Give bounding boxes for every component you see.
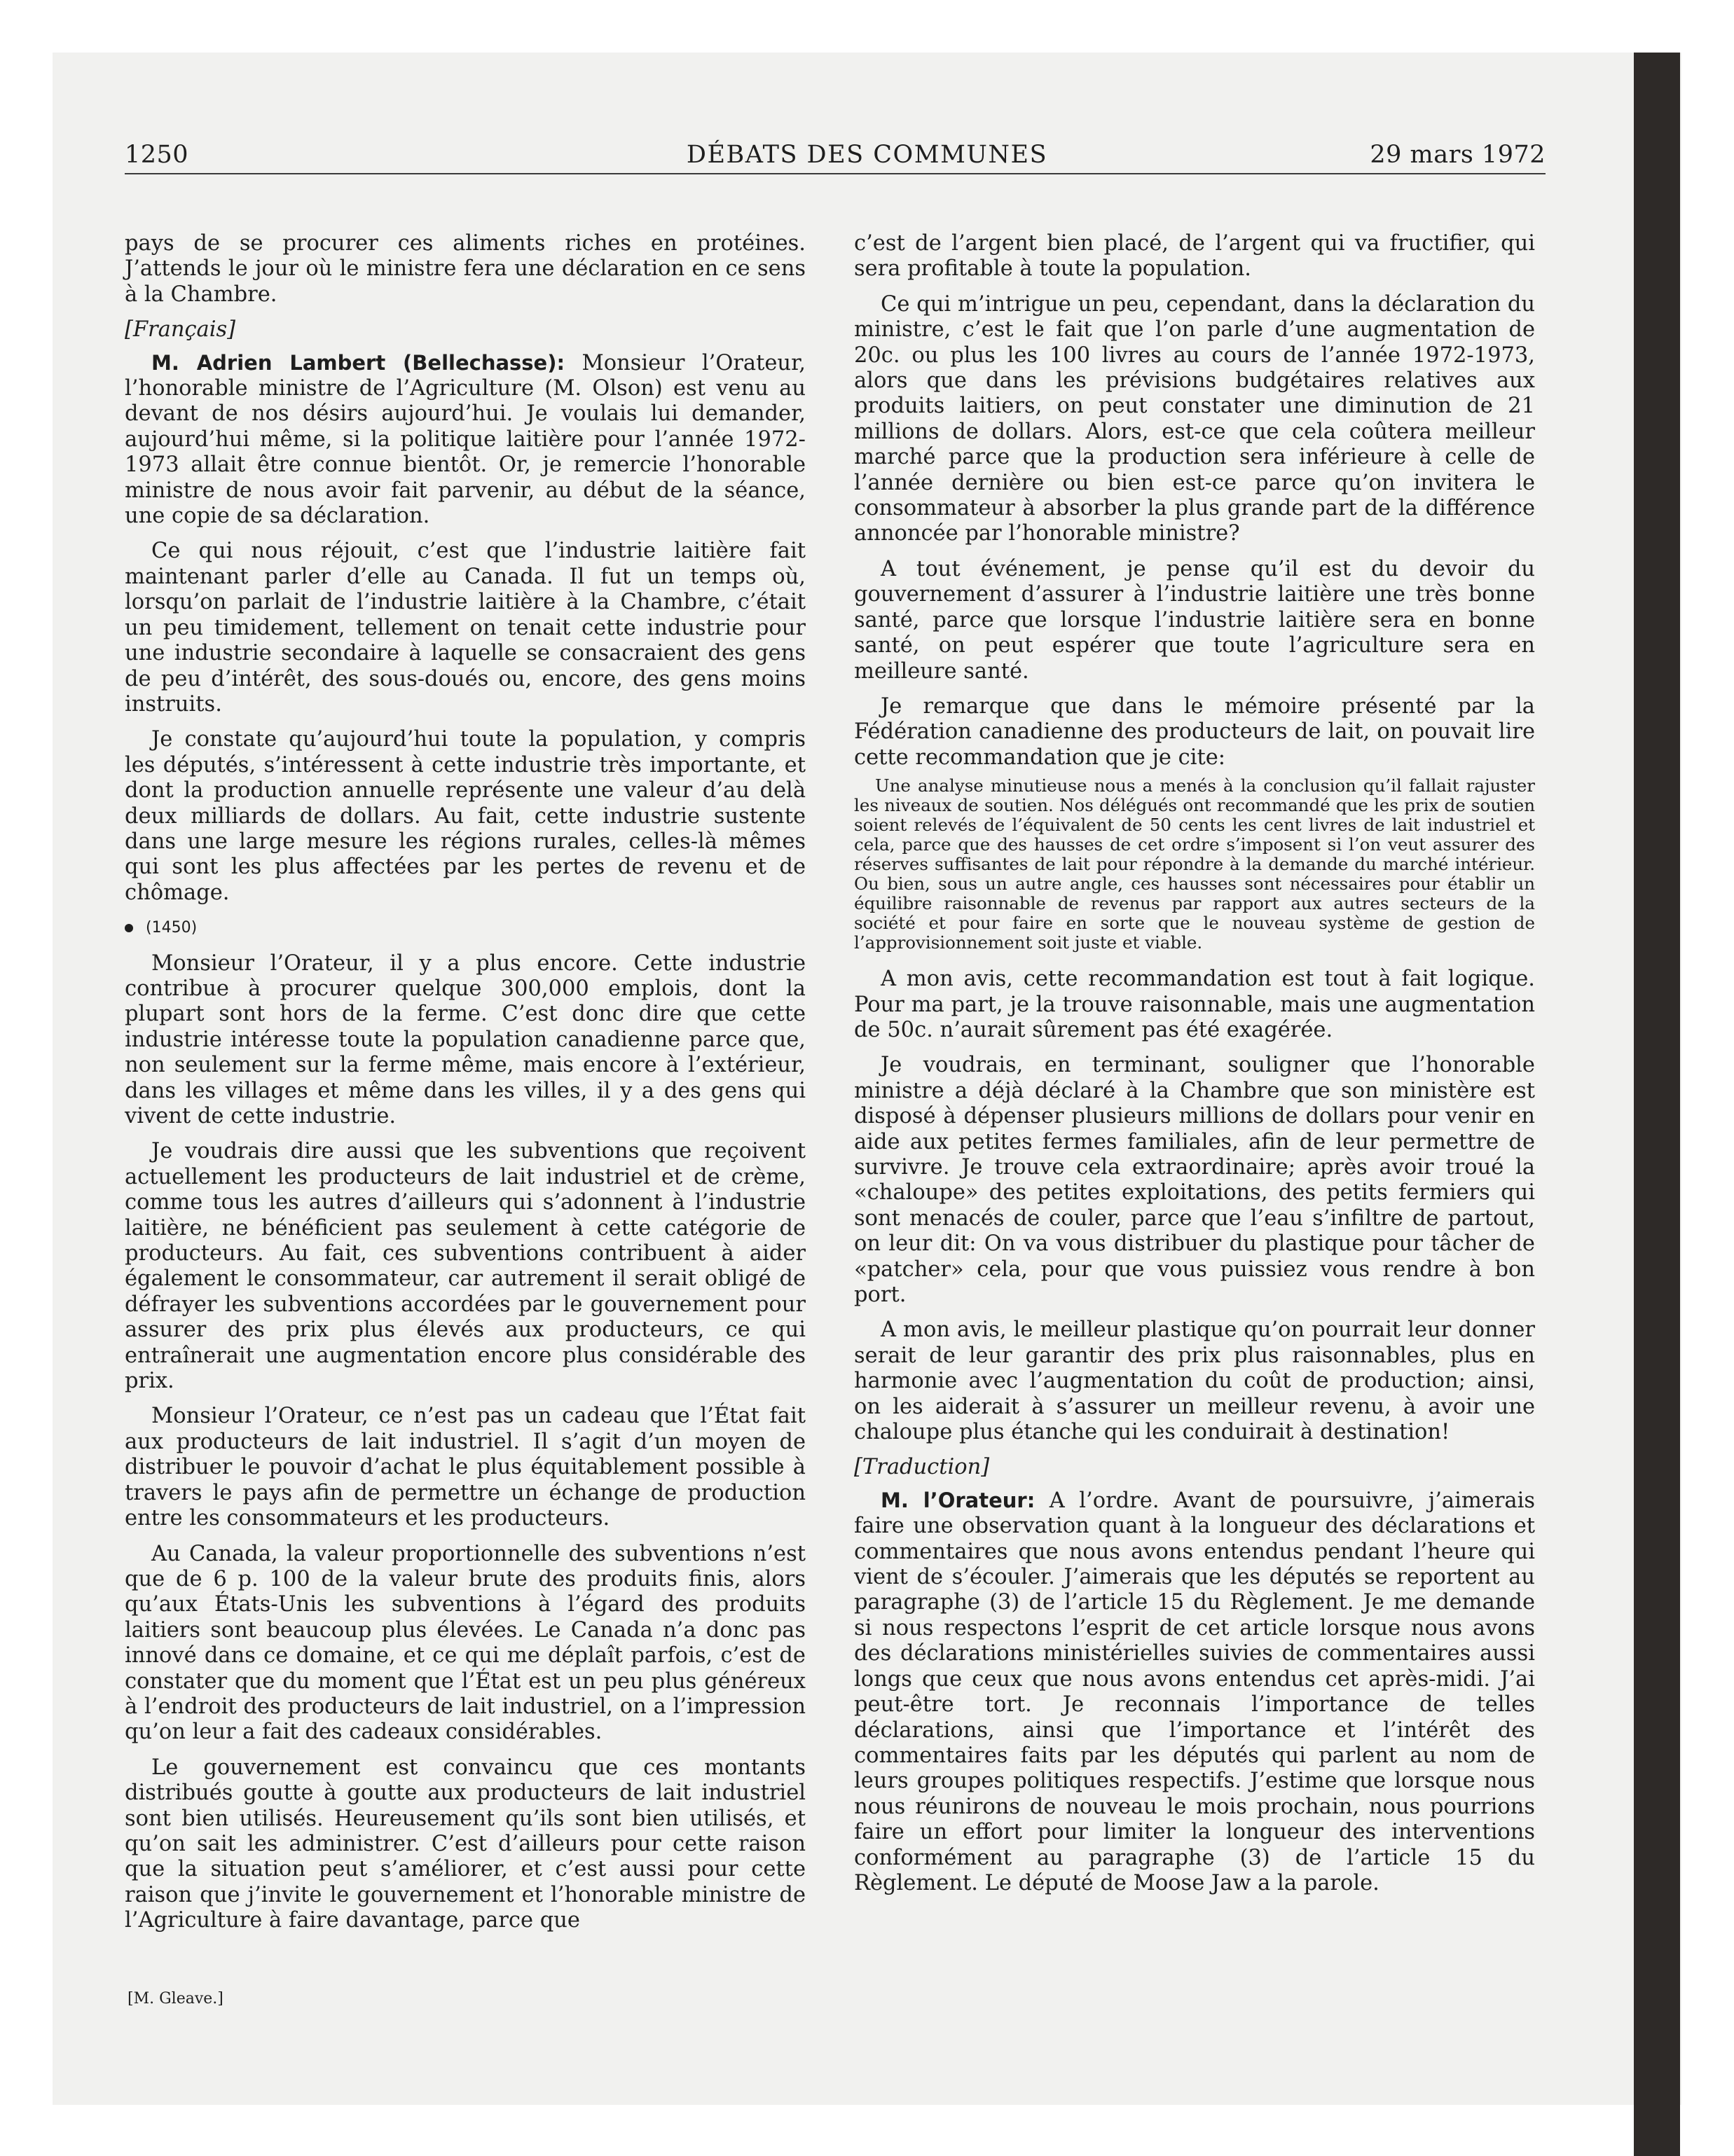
- speaker-name: M. l’Orateur:: [881, 1488, 1035, 1512]
- left-column: [125, 231, 806, 1944]
- paragraph: A tout événement, je pense qu’il est du devoir du gouvernement d’assurer à l’industrie laitière une très bonne santé, parce que lorsque l’industrie laitière sera en bonne santé, on peut espérer que toute l’agriculture sera en meilleure santé.: [854, 556, 1535, 684]
- paragraph: c’est de l’argent bien placé, de l’argent qui va fructifier, qui sera profitable à toute la population.: [854, 231, 1535, 282]
- speech-text: Monsieur l’Orateur, l’honorable ministre de l’Agriculture (M. Olson) est venu au devant de nos désirs aujourd’hui. Je voulais lui demander, aujourd’hui même, si la politique laitière pour l’année 1972-1973 allait être connue bientôt. Or, je remercie l’honorable ministre de nous avoir fait parvenir, au début de la séance, une copie de sa déclaration.: [125, 350, 806, 529]
- footer-speaker-ref: [M. Gleave.]: [128, 1990, 223, 2008]
- paragraph: Je remarque que dans le mémoire présenté par la Fédération canadienne des producteurs de lait, on pouvait lire cette recommandation que je cite:: [854, 693, 1535, 770]
- speech-paragraph: [854, 1488, 1535, 1897]
- paragraph: Ce qui nous réjouit, c’est que l’industrie laitière fait maintenant parler d’elle au Canada. Il fut un temps où, lorsqu’on parlait de l’industrie laitière à la Chambre, c’était un peu timidement, tellement on tenait cette industrie pour une industrie secondaire à laquelle se consacraient des gens de peu d’intérêt, des sous-doués ou, encore, des gens moins instruits.: [125, 539, 806, 717]
- paragraph: Ce qui m’intrigue un peu, cependant, dans la déclaration du ministre, c’est le fait que l’on parle d’une augmentation de 20c. ou plus les 100 livres au cours de l’année 1972-1973, alors que dans les prévisions budgétaires relatives aux produits laitiers, on peut constater une diminution de 21 millions de dollars. Alors, est-ce que cela coûtera meilleur marché parce que la production sera inférieure à celle de l’année dernière ou bien est-ce parce qu’on invitera le consommateur à absorber la plus grande part de la différence annoncée par l’honorable ministre?: [854, 291, 1535, 546]
- page-number: 1250: [125, 141, 189, 169]
- page-date: 29 mars 1972: [1370, 141, 1546, 169]
- paragraph: pays de se procurer ces aliments riches en protéines. J’attends le jour où le ministre fera une déclaration en ce sens à la Chambre.: [125, 231, 806, 307]
- header-rule: [125, 173, 1546, 174]
- speaker-name: M. Adrien Lambert (Bellechasse):: [151, 350, 565, 375]
- paragraph: Je voudrais, en terminant, souligner que l’honorable ministre a déjà déclaré à la Chambre que son ministère est disposé à dépenser plusieurs millions de dollars pour venir en aide aux petites fermes familiales, afin de leur permettre de survivre. Je trouve cela extraordinaire; après avoir troué la «chaloupe» des petites exploitations, des petits fermiers qui sont menacés de couler, parce que l’eau s’infiltre de partout, on leur dit: On va vous distribuer du plastique pour tâcher de «patcher» cela, pour que vous puissiez vous rendre à bon port.: [854, 1053, 1535, 1307]
- page-title: DÉBATS DES COMMUNES: [686, 141, 1048, 169]
- paragraph: Je voudrais dire aussi que les subventions que reçoivent actuellement les producteurs de lait industriel et de crème, comme tous les autres d’ailleurs qui s’adonnent à l’industrie laitière, ne bénéficient pas seulement à cette catégorie de producteurs. Au fait, ces subventions contribuent à aider également le consommateur, car autrement il serait obligé de défrayer les subventions accordées par le gouvernement pour assurer des prix plus élevés aux producteurs, ce qui entraînerait une augmentation encore plus considérable des prix.: [125, 1139, 806, 1394]
- paragraph: A mon avis, cette recommandation est tout à fait logique. Pour ma part, je la trouve raisonnable, mais une augmentation de 50c. n’aurait sûrement pas été exagérée.: [854, 967, 1535, 1042]
- block-quote: Une analyse minutieuse nous a menés à la conclusion qu’il fallait rajuster les niveaux de soutien. Nos délégués ont recommandé que les prix de soutien soient relevés de l’équivalent de 50 cents les cent livres de lait industriel et cela, parce que des hausses de cet ordre s’imposent si l’on veut assurer des réserves suffisantes de lait pour répondre à la demande du marché intérieur. Ou bien, sous un autre angle, ces hausses sont nécessaires pour établir un équilibre raisonnable de revenus par rapport aux autres secteurs de la société et pour faire en sorte que le nouveau système de gestion de l’approvisionnement soit juste et viable.: [854, 775, 1535, 953]
- binding-edge: [1634, 53, 1680, 2156]
- time-marker: [125, 915, 806, 941]
- paragraph: Monsieur l’Orateur, ce n’est pas un cadeau que l’État fait aux producteurs de lait industriel. Il s’agit d’un moyen de distribuer le pouvoir d’achat le plus équitablement possible à travers le pays afin de permettre un échange de production entre les consommateurs et les producteurs.: [125, 1404, 806, 1531]
- speech-text: A l’ordre. Avant de poursuivre, j’aimerais faire une observation quant à la longueur des déclarations et commentaires que nous avons entendus pendant l’heure qui vient de s’écouler. J’aimerais que les députés se reportent au paragraphe (3) de l’article 15 du Règlement. Je me demande si nous respectons l’esprit de cet article lorsque nous avons des déclarations ministérielles suivies de commentaires aussi longs que ceux que nous avons entendus cet après-midi. J’ai peut-être tort. Je reconnais l’importance de telles déclarations, ainsi que l’importance et l’intérêt des commentaires faits par les députés qui parlent au nom de leurs groupes politiques respectifs. J’estime que lorsque nous nous réunirons de nouveau le mois prochain, nous pourrions faire un effort pour limiter la longueur des interventions conformément au paragraphe (3) de l’article 15 du Règlement. Le député de Moose Jaw a la parole.: [854, 1488, 1535, 1895]
- paragraph: Le gouvernement est convaincu que ces montants distribués goutte à goutte aux producteurs de lait industriel sont bien utilisés. Heureusement qu’ils sont bien utilisés, et qu’on sait les administrer. C’est d’ailleurs pour cette raison que la situation peut s’améliorer, et c’est aussi pour cette raison que j’invite le gouvernement et l’honorable ministre de l’Agriculture à faire davantage, parce que: [125, 1755, 806, 1933]
- right-column: [854, 231, 1535, 1906]
- language-tag: [Français]: [125, 317, 236, 343]
- paragraph: Au Canada, la valeur proportionnelle des subventions n’est que de 6 p. 100 de la valeur brute des produits finis, alors qu’aux États-Unis les subventions à l’égard des produits laitiers sont beaucoup plus élevées. Le Canada n’a donc pas innové dans ce domaine, et ce qui me déplaît parfois, c’est de constater que du moment que l’État est un peu plus généreux à l’endroit des producteurs de lait industriel, on a l’impression qu’on leur a fait des cadeaux considérables.: [125, 1541, 806, 1745]
- language-tag: [Traduction]: [854, 1455, 990, 1480]
- bullet-icon: [125, 924, 133, 932]
- paragraph: Monsieur l’Orateur, il y a plus encore. Cette industrie contribue à procurer quelque 300,000 emplois, dont la plupart sont hors de la ferme. C’est donc dire que cette industrie intéresse toute la population canadienne parce que, non seulement sur la ferme même, mais encore à l’extérieur, dans les villages et même dans les villes, il y a des gens qui vivent de cette industrie.: [125, 951, 806, 1128]
- time-label: (1450): [146, 919, 198, 937]
- speech-paragraph: [125, 350, 806, 530]
- paragraph: A mon avis, le meilleur plastique qu’on pourrait leur donner serait de leur garantir des prix plus raisonnables, plus en harmonie avec l’augmentation du coût de production; ainsi, on les aiderait à s’assurer un meilleur revenu, à avoir une chaloupe plus étanche qui les conduirait à destination!: [854, 1318, 1535, 1445]
- paragraph: Je constate qu’aujourd’hui toute la population, y compris les députés, s’intéressent à cette industrie très importante, et dont la production annuelle représente une valeur d’au delà deux milliards de dollars. Au fait, cette industrie sustente dans une large mesure les régions rurales, celles-là mêmes qui sont les plus affectées par les pertes de revenu et de chômage.: [125, 727, 806, 905]
